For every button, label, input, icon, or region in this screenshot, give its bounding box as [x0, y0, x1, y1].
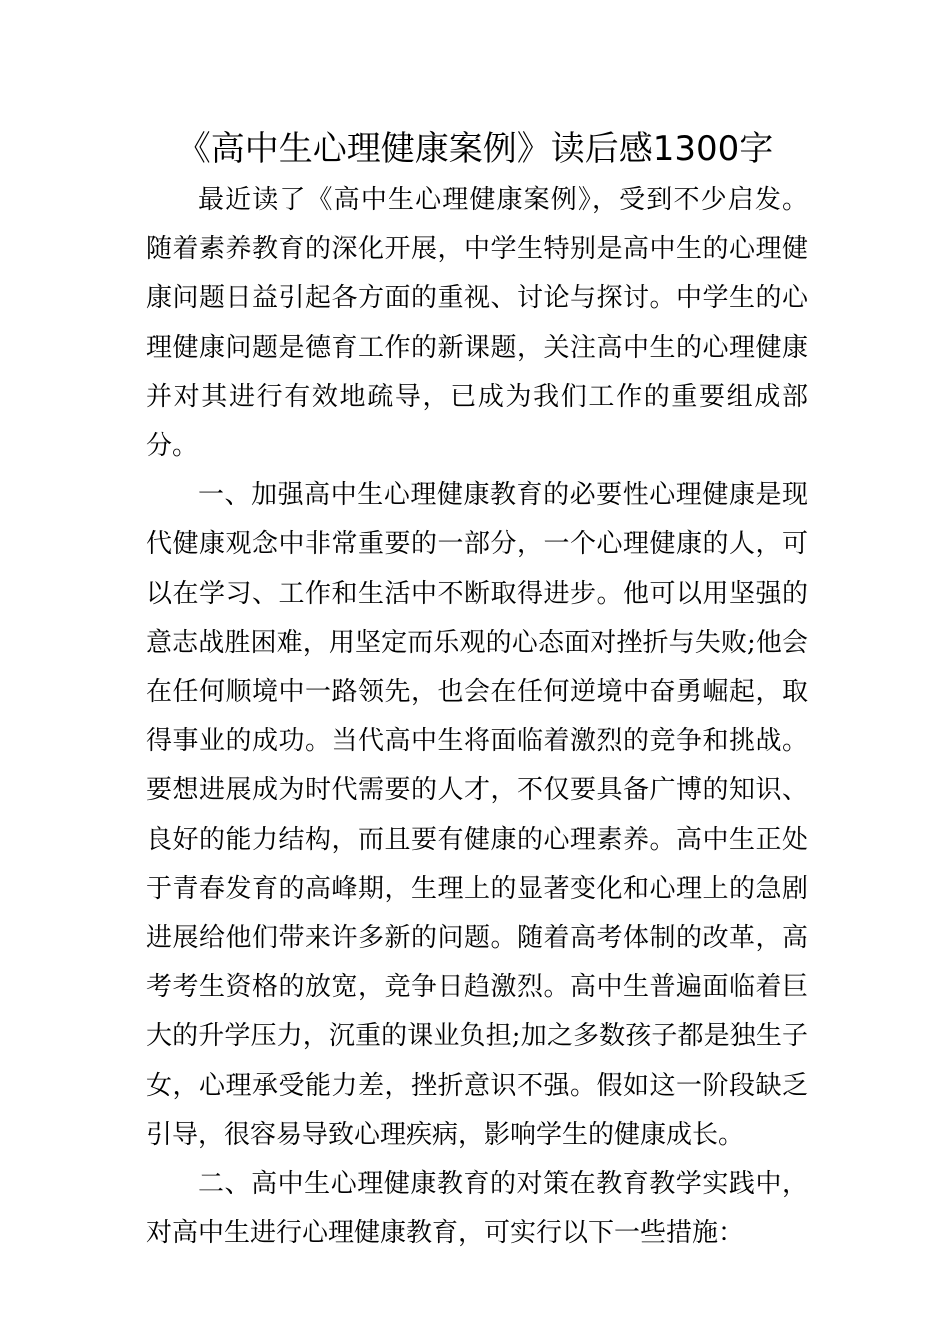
document-title: 《高中生心理健康案例》读后感1300字 [176, 129, 774, 169]
document-body [146, 176, 808, 1258]
paragraph-intro: 最近读了《高中生心理健康案例》，受到不少启发。随着素养教育的深化开展，中学生特别是高中生的心理健康问题日益引起各方面的重视、讨论与探讨。中学生的心理健康问题是德育工作的新课题，关注高中生的心理健康并对其进行有效地疏导，已成为我们工作的重要组成部分。 [146, 185, 808, 462]
paragraph-section-one: 一、加强高中生心理健康教育的必要性心理健康是现代健康观念中非常重要的一部分，一个心理健康的人，可以在学习、工作和生活中不断取得进步。他可以用坚强的意志战胜困难，用坚定而乐观的心态面对挫折与失败;他会在任何顺境中一路领先，也会在任何逆境中奋勇崛起，取得事业的成功。当代高中生将面临着激烈的竞争和挑战。要想进展成为时代需要的人才，不仅要具备广博的知识、良好的能力结构，而且要有健康的心理素养。高中生正处于青春发育的高峰期，生理上的显著变化和心理上的急剧进展给他们带来许多新的问题。随着高考体制的改革，高考考生资格的放宽，竞争日趋激烈。高中生普遍面临着巨大的升学压力，沉重的课业负担;加之多数孩子都是独生子女，心理承受能力差，挫折意识不强。假如这一阶段缺乏引导，很容易导致心理疾病，影响学生的健康成长。 [146, 480, 808, 1150]
paragraph-section-two: 二、高中生心理健康教育的对策在教育教学实践中，对高中生进行心理健康教育，可实行以下一些措施： [146, 1169, 808, 1249]
